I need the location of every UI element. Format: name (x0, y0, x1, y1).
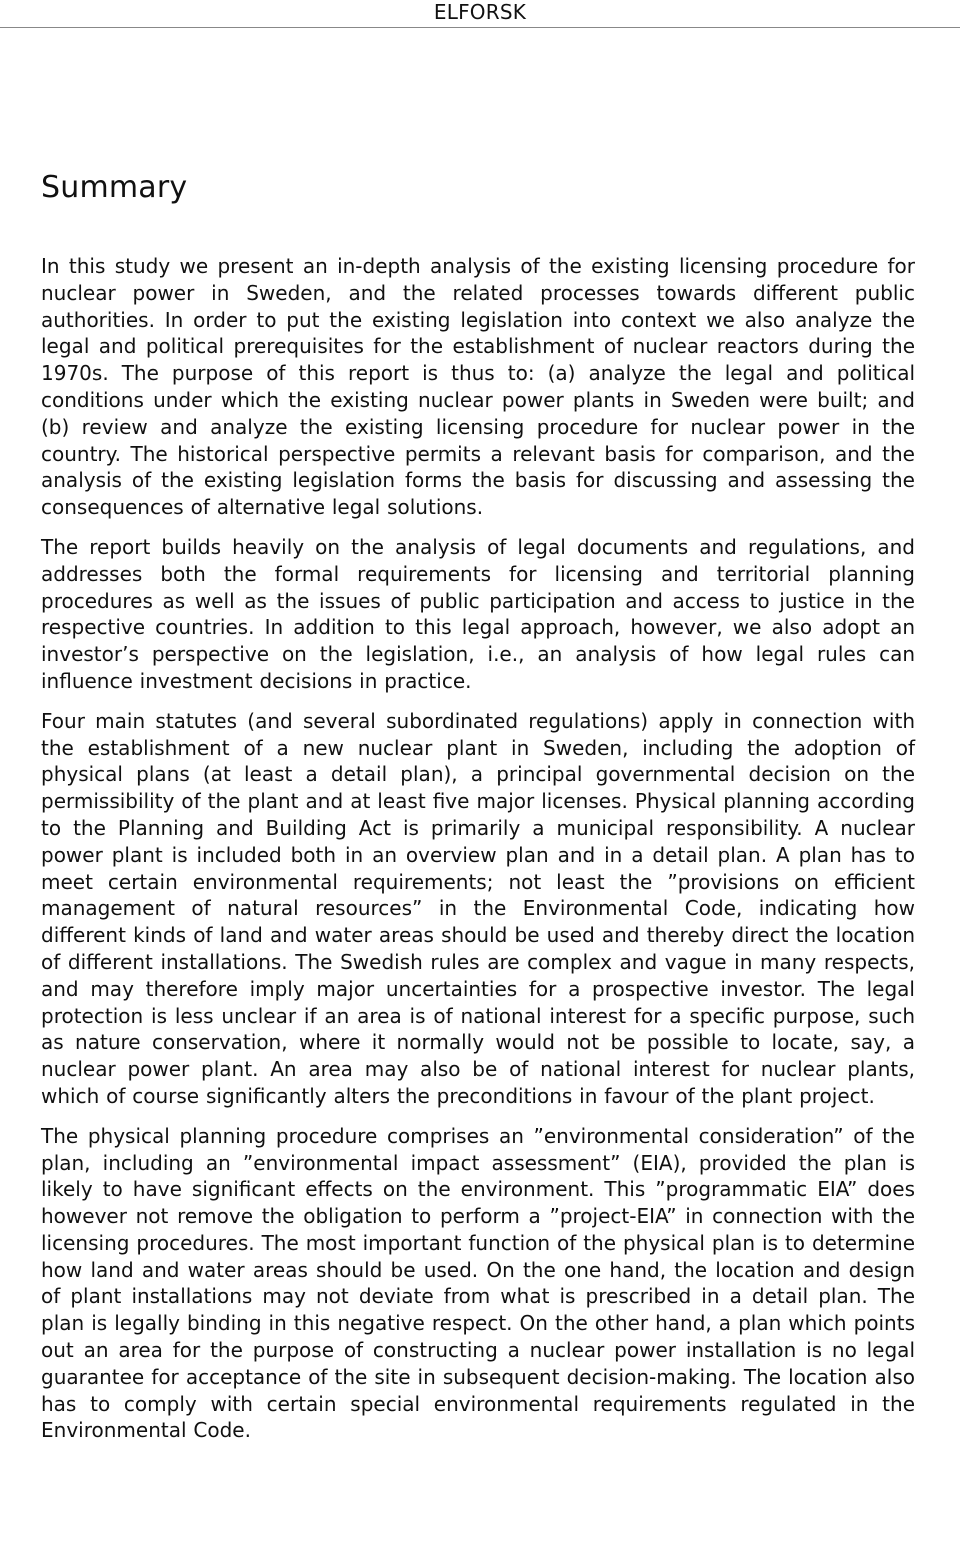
header-title: ELFORSK (433, 0, 527, 24)
paragraph-1: In this study we present an in-depth analysis of the existing licensing procedure for nuclear power in Sweden, and the related processes towards different public authorities. In order to put the existing legislation into context we also analyze the legal and political prerequisites for the establishment of nuclear reactors during the 1970s. The purpose of this report is thus to: (a) analyze the legal and political conditions under which the existing nuclear power plants in Sweden were built; and (b) review and analyze the existing licensing procedure for nuclear power in the country. The historical perspective permits a relevant basis for comparison, and the analysis of the existing legislation forms the basis for discussing and assessing the consequences of alternative legal solutions. (41, 254, 915, 520)
section-heading: Summary (41, 170, 188, 205)
running-header (0, 0, 960, 28)
paragraph-2: The report builds heavily on the analysis of legal documents and regulations, and addresses both the formal requirements for licensing and territorial planning procedures as well as the issues of public participation and access to justice in the respective countries. In addition to this legal approach, however, we also adopt an investor’s perspective on the legislation, i.e., an analysis of how legal rules can influence investment decisions in practice. (41, 534, 915, 693)
paragraph-3: Four main statutes (and several subordinated regulations) apply in connection with the establishment of a new nuclear plant in Sweden, including the adoption of physical plans (at least a detail plan), a principal governmental decision on the permissibility of the plant and at least five major licenses. Physical planning according to the Planning and Building Act is primarily a municipal responsibility. A nuclear power plant is included both in an overview plan and in a detail plan. A plan has to meet certain environmental requirements; not least the ”provisions on efficient management of natural resources” in the Environmental Code, indicating how different kinds of land and water areas should be used and thereby direct the location of different installations. The Swedish rules are complex and vague in many respects, and may therefore imply major uncertainties for a prospective investor. The legal protection is less unclear if an area is of national interest for a specific purpose, such as nature conservation, where it normally would not be possible to locate, say, a nuclear power plant. An area may also be of national interest for nuclear plants, which of course significantly alters the preconditions in favour of the plant project. (41, 708, 915, 1108)
document-body (41, 168, 915, 1457)
paragraph-4: The physical planning procedure comprises an ”environmental consideration” of the plan, including an ”environmental impact assessment” (EIA), provided the plan is likely to have significant effects on the environment. This ”programmatic EIA” does however not remove the obligation to perform a ”project-EIA” in connection with the licensing procedures. The most important function of the physical plan is to determine how land and water areas should be used. On the one hand, the location and design of plant installations may not deviate from what is prescribed in a detail plan. The plan is legally binding in this negative respect. On the other hand, a plan which points out an area for the purpose of constructing a nuclear power installation is no legal guarantee for acceptance of the site in subsequent decision-making. The location also has to comply with certain special environmental requirements regulated in the Environmental Code. (41, 1123, 915, 1443)
